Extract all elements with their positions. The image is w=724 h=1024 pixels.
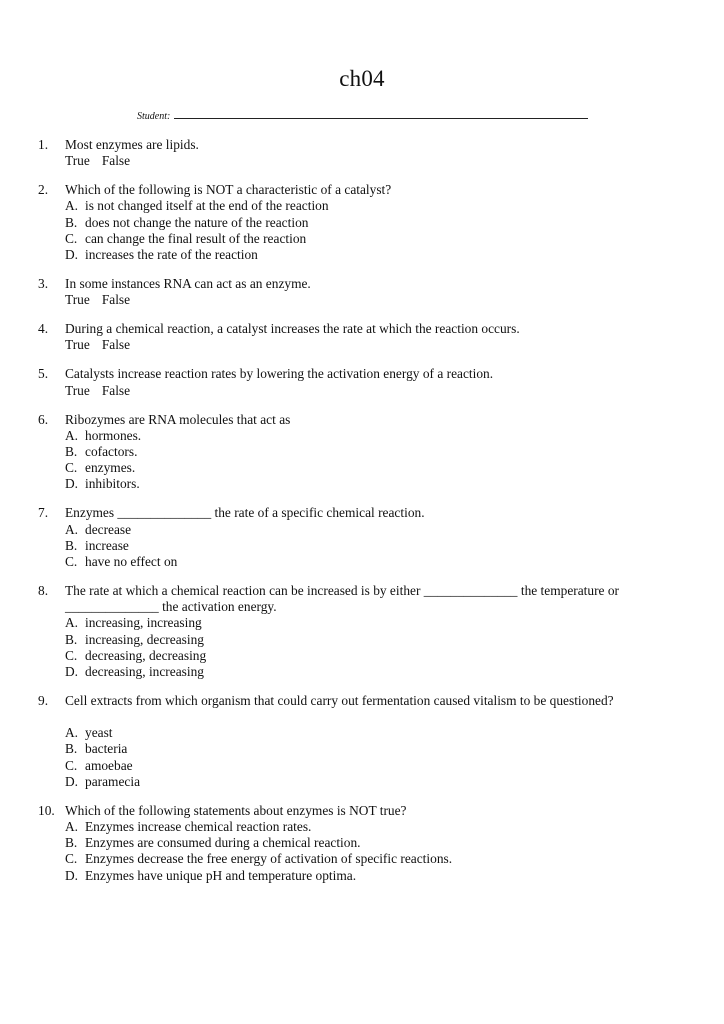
option-text: cofactors. <box>85 444 138 460</box>
option-text: Enzymes are consumed during a chemical reaction. <box>85 835 361 851</box>
option-letter: A. <box>65 198 79 214</box>
question-stem: Enzymes ______________ the rate of a specific chemical reaction. <box>65 505 425 521</box>
question-2 <box>38 182 678 263</box>
option-text: enzymes. <box>85 460 136 476</box>
option-letter: B. <box>65 631 78 647</box>
question-8 <box>38 583 678 680</box>
true-false-options <box>65 383 678 399</box>
question-10 <box>38 803 678 884</box>
option-letter: A. <box>65 819 79 835</box>
option-letter: A. <box>65 427 79 443</box>
question-number: 8. <box>38 583 49 599</box>
option-letter: B. <box>65 537 78 553</box>
answer-option <box>65 198 678 214</box>
question-6 <box>38 412 678 493</box>
question-number: 5. <box>38 366 49 382</box>
question-number: 7. <box>38 505 49 521</box>
answer-option <box>65 774 678 790</box>
option-letter: D. <box>65 773 79 789</box>
answer-option <box>65 851 678 867</box>
question-list <box>38 137 678 897</box>
question-stem: During a chemical reaction, a catalyst increases the rate at which the reaction occurs. <box>65 321 520 337</box>
answer-option <box>65 868 678 884</box>
option-letter: D. <box>65 664 79 680</box>
option-letter: A. <box>65 725 79 741</box>
question-number: 2. <box>38 182 49 198</box>
true-option: True <box>65 292 90 308</box>
false-option: False <box>101 292 131 308</box>
option-letter: B. <box>65 835 78 851</box>
option-letter: A. <box>65 615 79 631</box>
answer-option <box>65 758 678 774</box>
question-number: 6. <box>38 411 49 427</box>
option-text: paramecia <box>85 773 141 789</box>
question-5 <box>38 366 678 398</box>
answer-option <box>65 664 678 680</box>
option-text: does not change the nature of the reaction <box>85 214 309 230</box>
question-number: 9. <box>38 693 49 709</box>
true-false-options <box>65 337 678 353</box>
answer-option <box>65 741 678 757</box>
option-letter: C. <box>65 647 78 663</box>
question-3 <box>38 276 678 308</box>
answer-option <box>65 428 678 444</box>
option-text: inhibitors. <box>85 476 140 492</box>
option-text: have no effect on <box>85 554 178 570</box>
true-option: True <box>65 382 90 398</box>
option-letter: B. <box>65 214 78 230</box>
question-stem: The rate at which a chemical reaction can be increased is by either ______________ the temperature or ______________ the activation energy. <box>65 583 619 615</box>
answer-option <box>65 231 678 247</box>
question-stem: Ribozymes are RNA molecules that act as <box>65 411 291 427</box>
answer-option <box>65 460 678 476</box>
option-text: Enzymes have unique pH and temperature optima. <box>85 867 357 883</box>
answer-option <box>65 835 678 851</box>
option-text: yeast <box>85 725 113 741</box>
page-title: ch04 <box>339 66 385 91</box>
option-letter: B. <box>65 741 78 757</box>
answer-option <box>65 444 678 460</box>
option-letter: B. <box>65 444 78 460</box>
answer-option <box>65 632 678 648</box>
false-option: False <box>101 153 131 169</box>
true-option: True <box>65 153 90 169</box>
answer-option <box>65 247 678 263</box>
option-text: is not changed itself at the end of the reaction <box>85 198 329 214</box>
option-text: can change the final result of the reaction <box>85 230 307 246</box>
answer-option <box>65 554 678 570</box>
option-letter: C. <box>65 230 78 246</box>
question-number: 10. <box>38 802 55 818</box>
option-letter: D. <box>65 247 79 263</box>
question-stem: In some instances RNA can act as an enzyme. <box>65 276 311 292</box>
option-text: decrease <box>85 521 132 537</box>
option-letter: A. <box>65 521 79 537</box>
false-option: False <box>101 337 131 353</box>
student-field <box>137 110 588 122</box>
question-9 <box>38 693 678 790</box>
question-7 <box>38 505 678 570</box>
question-stem: Which of the following is NOT a characteristic of a catalyst? <box>65 182 392 198</box>
question-stem: Catalysts increase reaction rates by lowering the activation energy of a reaction. <box>65 366 494 382</box>
option-letter: C. <box>65 851 78 867</box>
option-text: increasing, decreasing <box>85 631 204 647</box>
answer-option <box>65 615 678 631</box>
blank-gap <box>65 709 678 725</box>
option-text: decreasing, increasing <box>85 664 204 680</box>
option-letter: C. <box>65 554 78 570</box>
option-text: amoebae <box>85 757 133 773</box>
answer-option <box>65 215 678 231</box>
option-letter: D. <box>65 476 79 492</box>
answer-option <box>65 648 678 664</box>
option-letter: C. <box>65 757 78 773</box>
false-option: False <box>101 382 131 398</box>
option-letter: D. <box>65 867 79 883</box>
student-blank-line <box>174 110 588 119</box>
option-text: bacteria <box>85 741 128 757</box>
answer-option <box>65 725 678 741</box>
option-text: Enzymes increase chemical reaction rates. <box>85 819 312 835</box>
answer-option <box>65 819 678 835</box>
question-stem: Which of the following statements about enzymes is NOT true? <box>65 802 407 818</box>
option-text: increasing, increasing <box>85 615 202 631</box>
option-text: hormones. <box>85 427 142 443</box>
question-number: 3. <box>38 276 49 292</box>
answer-option <box>65 538 678 554</box>
question-stem: Most enzymes are lipids. <box>65 137 199 152</box>
student-label: Student: <box>137 111 171 122</box>
question-4 <box>38 321 678 353</box>
option-text: decreasing, decreasing <box>85 647 207 663</box>
option-text: Enzymes decrease the free energy of activation of specific reactions. <box>85 851 453 867</box>
question-1 <box>38 137 678 169</box>
question-stem: Cell extracts from which organism that could carry out fermentation caused vitalism to be questioned? <box>65 693 614 709</box>
true-false-options <box>65 153 678 169</box>
answer-option <box>65 522 678 538</box>
option-text: increases the rate of the reaction <box>85 247 258 263</box>
true-option: True <box>65 337 90 353</box>
question-number: 1. <box>38 137 49 152</box>
option-text: increase <box>85 537 129 553</box>
option-letter: C. <box>65 460 78 476</box>
question-number: 4. <box>38 321 49 337</box>
answer-option <box>65 476 678 492</box>
true-false-options <box>65 292 678 308</box>
